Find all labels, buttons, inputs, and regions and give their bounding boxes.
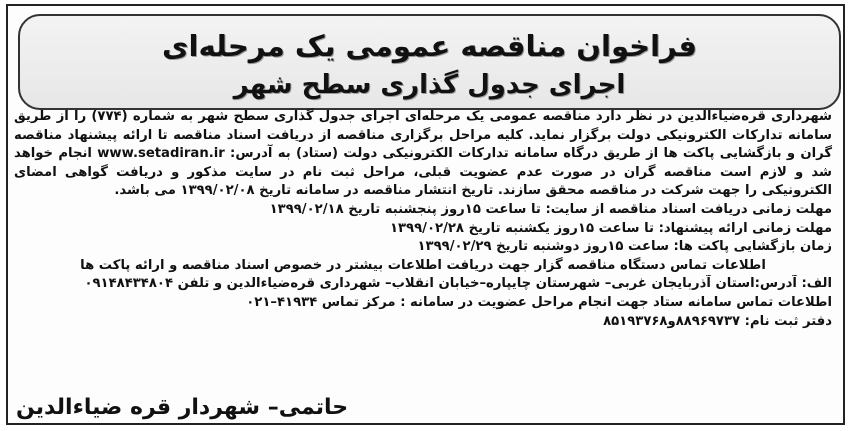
contact-heading: اطلاعات تماس دستگاه مناقصه گزار جهت دریافت اطلاعات بیشتر در خصوص اسناد مناقصه و ارائه پاکت ها [80, 257, 766, 273]
setad-contact: اطلاعات تماس سامانه ستاد جهت انجام مراحل عضویت در سامانه : مرکز تماس ۴۱۹۳۴–۰۲۱ [246, 294, 832, 310]
notice-body [14, 108, 832, 331]
deadline-bid: مهلت زمانی ارائه پیشنهاد: تا ساعت ۱۵روز یکشنبه تاریخ ۱۳۹۹/۰۲/۲۸ [389, 220, 832, 236]
notice-paragraph: شهرداری قره‌ضیاءالدین در نظر دارد مناقصه عمومی یک مرحله‌ای اجرای جدول گذاری سطح شهر به شماره (۷۷۴) را از طریق سامانه تدارکات الکترونیکی دولت برگزار نماید. کلیه مراحل برگزاری مناقصه از دریافت اسناد مناقصه تا ارائه پیشنهاد مناقصه گران و بازگشایی پاکت ها از طریق درگاه سامانه تدارکات الکترونیکی دولت (ستاد) به آدرس: www.setadiran.ir انجام خواهد شد و لازم است مناقصه گران در صورت عدم عضویت قبلی، مراحل ثبت نام در سایت مذکور و دریافت گواهی امضای الکترونیکی را جهت شرکت در مناقصه محقق سازند. تاریخ انتشار مناقصه در سامانه تاریخ ۱۳۹۹/۰۲/۰۸ می باشد. [14, 109, 832, 199]
title-box [18, 14, 841, 110]
signature: حاتمی– شهردار قره ضیاءالدین [16, 395, 349, 420]
notice-subtitle: اجرای جدول گذاری سطح شهر [233, 70, 626, 100]
deadline-documents: مهلت زمانی دریافت اسناد مناقصه از سایت: تا ساعت ۱۵روز پنجشنبه تاریخ ۱۳۹۹/۰۲/۱۸ [269, 201, 832, 217]
address-line: الف: آدرس:استان آذربایجان غربی– شهرستان چایپاره–خیابان انقلاب– شهرداری قره‌ضیاءالدین و تلفن ۰۹۱۴۸۴۳۴۸۰۴ [84, 276, 832, 292]
opening-time: زمان بازگشایی پاکت ها: ساعت ۱۵روز دوشنبه تاریخ ۱۳۹۹/۰۲/۲۹ [417, 239, 832, 255]
notice-title: فراخوان مناقصه عمومی یک مرحله‌ای [161, 29, 698, 63]
registry-office: دفتر ثبت نام: ۸۸۹۶۹۷۳۷و۸۵۱۹۳۷۶۸ [603, 313, 832, 329]
